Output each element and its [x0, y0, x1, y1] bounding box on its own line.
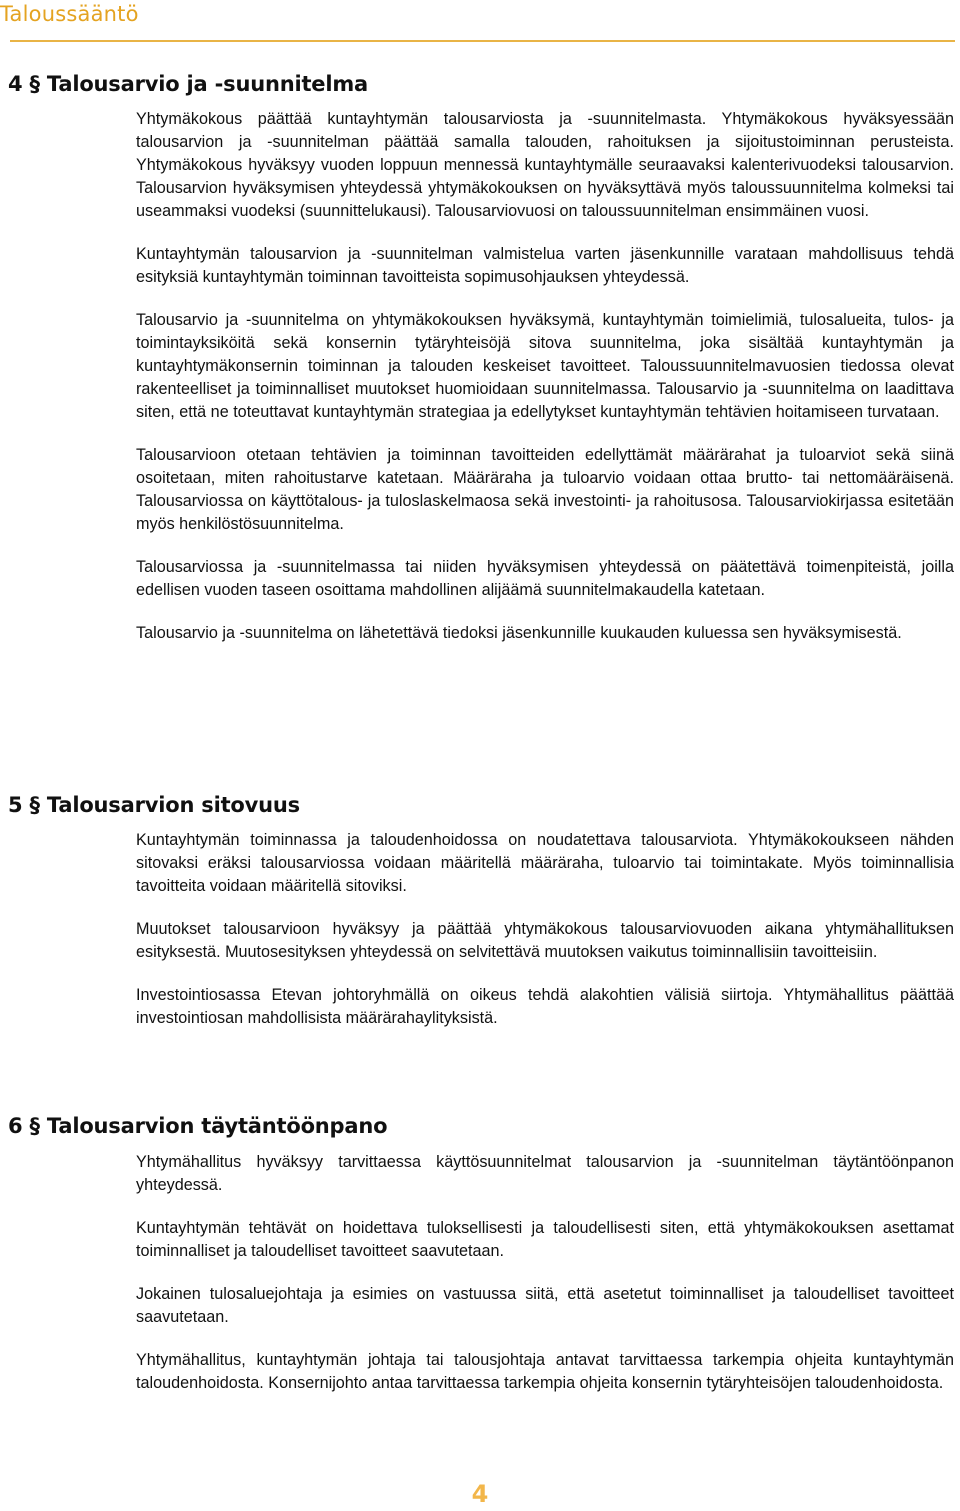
paragraph: Yhtymähallitus hyväksyy tarvittaessa käyttösuunnitelmat talousarvion ja -suunnitelman täytäntöönpanon yhteydessä.	[136, 1153, 954, 1194]
paragraph: Muutokset talousarvioon hyväksyy ja päättää yhtymäkokous talousarviovuoden aikana yhtymähallituksen esityksestä. Muutosesityksen yhteydessä on selvitettävä muutoksen vaikutus toiminnallisiin tavoitteisiin.	[136, 920, 954, 961]
document-title: Taloussääntö	[0, 2, 139, 26]
paragraph: Kuntayhtymän toiminnassa ja taloudenhoidossa on noudatettava talousarviota. Yhtymäkokoukseen nähden sitovaksi eräksi talousarviossa voidaan määritellä määräraha, tuloarvio tai toimintakate. Myös toiminnallisia tavoitteita voidaan määritellä sitoviksi.	[136, 831, 954, 895]
section-body	[136, 829, 954, 1050]
paragraph: Kuntayhtymän talousarvion ja -suunnitelman valmistelua varten jäsenkunnille varataan mahdollisuus tehdä esityksiä kuntayhtymän toiminnan tavoitteista sopimusohjauksen yhteydessä.	[136, 245, 954, 286]
paragraph: Yhtymähallitus, kuntayhtymän johtaja tai talousjohtaja antavat tarvittaessa tarkempia ohjeita kuntayhtymän taloudenhoidosta. Konsernijohto antaa tarvittaessa tarkempia ohjeita konsernin tytäryhteisöjen taloudenhoidosta.	[136, 1351, 954, 1392]
section-heading: 6 § Talousarvion täytäntöönpano	[8, 1114, 388, 1138]
paragraph: Yhtymäkokous päättää kuntayhtymän talousarviosta ja -suunnitelmasta. Yhtymäkokous hyväksyessään talousarvion ja -suunnitelman päättää samalla talouden, rahoituksen ja sijoitustoiminnan perusteista. Yhtymäkokous hyväksyy vuoden loppuun mennessä kuntayhtymälle seuraavaksi kalenterivuodeksi talousarvion. Talousarvion hyväksymisen yhteydessä yhtymäkokouksen on hyväksyttävä myös taloussuunnitelma kolmeksi tai useammaksi vuodeksi (suunnittelukausi). Talousarviovuosi on taloussuunnitelman ensimmäinen vuosi.	[136, 110, 954, 220]
section-body	[136, 108, 954, 665]
section-heading: 4 § Talousarvio ja -suunnitelma	[8, 72, 368, 96]
page-header	[0, 0, 960, 42]
section-body	[136, 1151, 954, 1415]
paragraph: Jokainen tulosaluejohtaja ja esimies on vastuussa siitä, että asetetut toiminnalliset ja taloudelliset tavoitteet saavutetaan.	[136, 1285, 954, 1326]
paragraph: Talousarvio ja -suunnitelma on lähetettävä tiedoksi jäsenkunnille kuukauden kuluessa sen hyväksymisestä.	[136, 624, 902, 642]
paragraph: Talousarviossa ja -suunnitelmassa tai niiden hyväksymisen yhteydessä on päätettävä toimenpiteistä, joilla edellisen vuoden taseen osoittama mahdollinen alijäämä suunnitelmakaudella katetaan.	[136, 558, 954, 599]
header-divider	[10, 40, 955, 42]
page-number: 4	[471, 1480, 489, 1508]
paragraph: Investointiosassa Etevan johtoryhmällä on oikeus tehdä alakohtien välisiä siirtoja. Yhtymähallitus päättää investointiosan mahdollisista määrärahaylityksistä.	[136, 986, 954, 1027]
section-heading: 5 § Talousarvion sitovuus	[8, 793, 300, 817]
paragraph: Talousarvioon otetaan tehtävien ja toiminnan tavoitteiden edellyttämät määrärahat ja tuloarviot sekä siinä osoitetaan, miten rahoitustarve katetaan. Määräraha ja tuloarvio voidaan ottaa brutto- tai nettomääräisenä. Talousarviossa on käyttötalous- ja tuloslaskelmaosa sekä investointi- ja rahoitusosa. Talousarviokirjassa esitetään myös henkilöstösuunnitelma.	[136, 446, 954, 533]
paragraph: Talousarvio ja -suunnitelma on yhtymäkokouksen hyväksymä, kuntayhtymän toimielimiä, tulosalueita, tulos- ja toimintayksiköitä sekä konsernin tytäryhteisöjä sitova suunnitelma, joka sisältää kuntayhtymän ja kuntayhtymäkonsernin toiminnan ja talouden keskeiset tavoitteet. Taloussuunnitelmavuosien tiedossa olevat rakenteelliset ja toiminnalliset muutokset huomioidaan suunnitelmassa. Talousarvio ja -suunnitelma on laadittava siten, että ne toteuttavat kuntayhtymän strategiaa ja edellytykset kuntayhtymän tehtävien hoitamiseen turvataan.	[136, 311, 954, 421]
paragraph: Kuntayhtymän tehtävät on hoidettava tuloksellisesti ja taloudellisesti siten, että yhtymäkokouksen asettamat toiminnalliset ja taloudelliset tavoitteet saavutetaan.	[136, 1219, 954, 1260]
